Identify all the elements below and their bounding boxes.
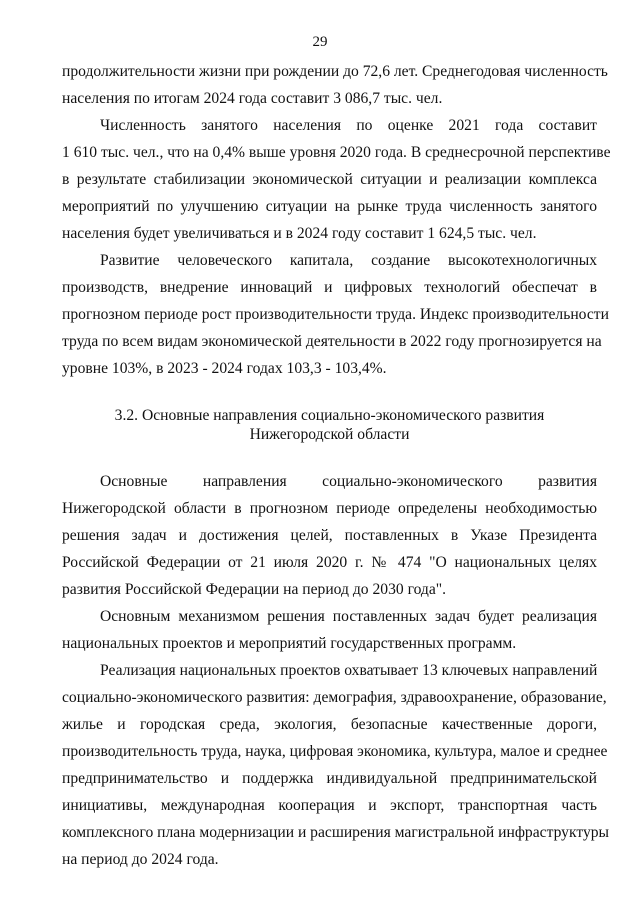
text-line: Реализация национальных проектов охватывает 13 ключевых направлений bbox=[100, 662, 598, 679]
text-line: Российской Федерации от 21 июля 2020 г. № 474 "О национальных целях bbox=[62, 554, 597, 571]
text-line: в результате стабилизации экономической ситуации и реализации комплекса bbox=[62, 171, 597, 188]
paragraph-mechanism bbox=[62, 603, 597, 657]
paragraph-main-directions bbox=[62, 468, 597, 603]
page-number: 29 bbox=[312, 34, 328, 50]
text-line: комплексного плана модернизации и расширения магистральной инфраструктуры bbox=[62, 824, 610, 841]
text-line: продолжительности жизни при рождении до 72,6 лет. Среднегодовая численность bbox=[62, 63, 608, 80]
text-line: мероприятий по улучшению ситуации на рынке труда численность занятого bbox=[62, 198, 597, 215]
text-line: Нижегородской области в прогнозном периоде определены необходимостью bbox=[62, 500, 597, 517]
text-line: прогнозном периоде рост производительности труда. Индекс производительности bbox=[62, 306, 609, 323]
text-line: Развитие человеческого капитала, создание высокотехнологичных bbox=[100, 252, 597, 269]
section-heading bbox=[62, 406, 597, 444]
text-line: социально-экономического развития: демография, здравоохранение, образование, bbox=[62, 689, 607, 706]
section-heading-line: 3.2. Основные направления социально-экономического развития bbox=[114, 407, 545, 424]
text-line: предпринимательство и поддержка индивидуальной предпринимательской bbox=[62, 770, 597, 787]
paragraph-national-projects bbox=[62, 657, 610, 873]
text-line: производительность труда, наука, цифровая экономика, культура, малое и среднее bbox=[62, 743, 608, 760]
text-line: производств, внедрение инноваций и цифровых технологий обеспечат в bbox=[62, 279, 597, 296]
section-heading-line: Нижегородской области bbox=[249, 426, 410, 443]
paragraph-employment bbox=[62, 112, 611, 247]
text-line: жилье и городская среда, экология, безопасные качественные дороги, bbox=[62, 716, 597, 733]
text-line: Основные направления социально-экономического развития bbox=[100, 473, 597, 490]
text-line: Численность занятого населения по оценке 2021 года составит bbox=[100, 117, 597, 134]
text-line: населения по итогам 2024 года составит 3 086,7 тыс. чел. bbox=[62, 90, 443, 107]
text-line: развития Российской Федерации на период до 2030 года". bbox=[62, 581, 447, 598]
text-line: уровне 103%, в 2023 - 2024 годах 103,3 - 103,4%. bbox=[62, 360, 387, 377]
text-line: труда по всем видам экономической деятельности в 2022 году прогнозируется на bbox=[62, 333, 602, 350]
text-line: национальных проектов и мероприятий государственных программ. bbox=[62, 635, 517, 652]
text-line: на период до 2024 года. bbox=[62, 851, 219, 868]
text-line: Основным механизмом решения поставленных задач будет реализация bbox=[100, 608, 597, 625]
text-line: инициативы, международная кооперация и экспорт, транспортная часть bbox=[62, 797, 597, 814]
paragraph-life-expectancy bbox=[62, 58, 608, 112]
document-body bbox=[62, 58, 611, 873]
text-line: решения задач и достижения целей, поставленных в Указе Президента bbox=[62, 527, 597, 544]
text-line: 1 610 тыс. чел., что на 0,4% выше уровня 2020 года. В среднесрочной перспективе bbox=[62, 144, 611, 161]
text-line: населения будет увеличиваться и в 2024 году составит 1 624,5 тыс. чел. bbox=[62, 225, 537, 242]
paragraph-productivity bbox=[62, 247, 609, 382]
